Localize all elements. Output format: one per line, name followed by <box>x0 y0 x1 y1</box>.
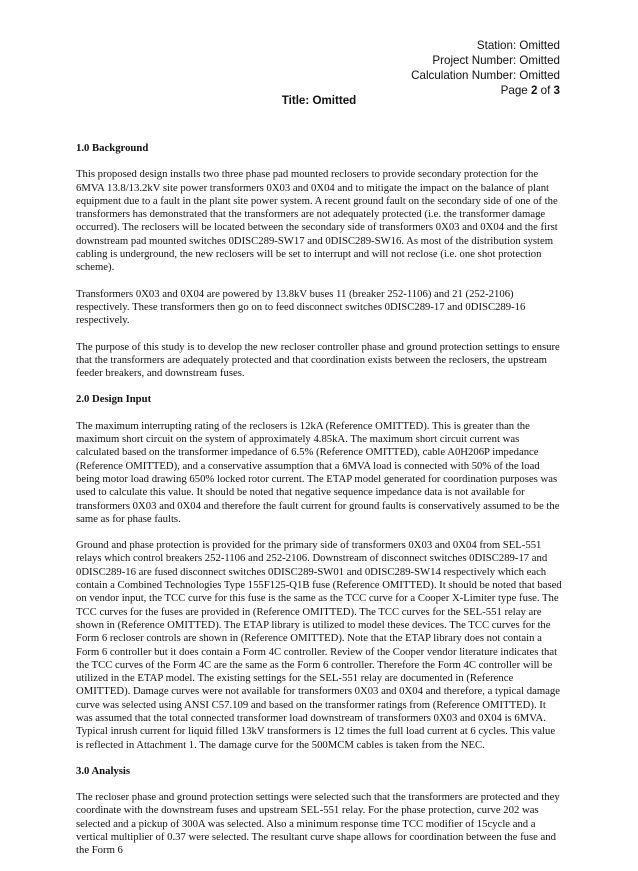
paragraph: The maximum interrupting rating of the reclosers is 12kA (Reference OMITTED). This is greater than the maximum short circuit on the system of approximately 4.85kA. The maximum short circuit current was calculated based on the transformer impedance of 6.5% (Reference OMITTED), cable A0H206P impedance (Reference OMITTED), and a conservative assumption that a 6MVA load is connected with 50% of the load being motor load drawing 650% locked rotor current. The ETAP model generated for coordination purposes was used to calculate this value. It should be noted that negative sequence impedance data is not available for transformers 0X03 and 0X04 and therefore the fault current for ground faults is conservatively assumed to be the same as for phase faults. <box>76 419 560 525</box>
paragraph: This proposed design installs two three phase pad mounted reclosers to provide secondary protection for the 6MVA 13.8/13.2kV site power transformers 0X03 and 0X04 and to mitigate the impact on the balance of plant equipment due to a fault in the plant site power system. A recent ground fault on the secondary side of one of the transformers has demonstrated that the transformers are not adequately protected (i.e. the transformer damage occurred). The reclosers will be located between the secondary side of transformers 0X03 and 0X04 and the first downstream pad mounted switches 0DISC289-SW17 and 0DISC289-SW16. As most of the distribution system cabling is underground, the new reclosers will be set to interrupt and will not reclose (i.e. one shot protection scheme). <box>76 168 558 274</box>
project-number-line: Project Number: Omitted <box>432 54 560 67</box>
calculation-number-line: Calculation Number: Omitted <box>411 69 560 82</box>
document-title: Title: Omitted <box>281 94 357 107</box>
paragraph: Ground and phase protection is provided for the primary side of transformers 0X03 and 0X04 from SEL-551 relays which control breakers 252-1106 and 252-2106. Downstream of disconnect switches 0DISC289-17 and 0DISC289-16 are fused disconnect switches 0DISC289-SW01 and 0DISC289-SW14 respectively which each contain a Combined Technologies Type 155F125-Q1B fuse (Reference OMITTED). It should be noted that based on vendor input, the TCC curve for this fuse is the same as the TCC curve for a Cooper X-Limiter type fuse. The TCC curves for the fuses are provided in (Reference OMITTED). The TCC curves for the SEL-551 relay are shown in (Reference OMITTED). The ETAP library is utilized to model these devices. The TCC curves for the Form 6 recloser controls are shown in (Reference OMITTED). Note that the ETAP library does not contain a Form 6 controller but it does contain a Form 4C controller. Review of the Cooper vendor literature indicates that the TCC curves of the Form 4C are the same as the Form 6 controller. Therefore the Form 4C controller will be utilized in the ETAP model. The existing settings for the SEL-551 relay are documented in (Reference OMITTED). Damage curves were not available for transformers 0X03 and 0X04 and therefore, a typical damage curve was selected using ANSI C57.109 and based on the transformer ratings from (Reference OMITTED). It was assumed that the total connected transformer load downstream of transformers 0X03 and 0X04 is 6MVA. Typical inrush current for liquid filled 13kV transformers is 12 times the full load current at 6 cycles. This value is reflected in Attachment 1. The damage curve for the 500MCM cables is taken from the NEC. <box>76 539 562 751</box>
station-line: Station: Omitted <box>476 39 560 52</box>
section-analysis <box>76 765 564 858</box>
section-background <box>76 142 564 380</box>
paragraph: The purpose of this study is to develop the new recloser controller phase and ground protection settings to ensure that the transformers are adequately protected and that coordination exists between the reclosers, the upstream feeder breakers, and downstream fuses. <box>76 340 560 380</box>
section-heading: 2.0 Design Input <box>76 393 152 406</box>
paragraph: The recloser phase and ground protection settings were selected such that the transformers are protected and they coordinate with the downstream fuses and upstream SEL-551 relay. For the phase protection, curve 202 was selected and a pickup of 300A was selected. Also a minimum response time TCC modifier of 15cycle and a vertical multiplier of 0.37 were selected. The resultant curve shape allows for coordination between the fuse and the Form 6 <box>76 791 560 857</box>
page-prefix: Page <box>500 84 531 97</box>
page-total: 3 <box>553 84 560 97</box>
section-heading: 1.0 Background <box>76 142 149 154</box>
section-design-input <box>76 393 564 751</box>
document-body <box>76 142 564 871</box>
document-header <box>411 38 560 98</box>
page-current: 2 <box>530 84 538 97</box>
paragraph: Transformers 0X03 and 0X04 are powered by 13.8kV buses 11 (breaker 252-1106) and 21 (252-2106) respectively. These transformers then go on to feed disconnect switches 0DISC289-17 and 0DISC289-16 respectively. <box>76 287 526 327</box>
page-of: of <box>537 84 554 97</box>
section-heading: 3.0 Analysis <box>76 764 131 777</box>
